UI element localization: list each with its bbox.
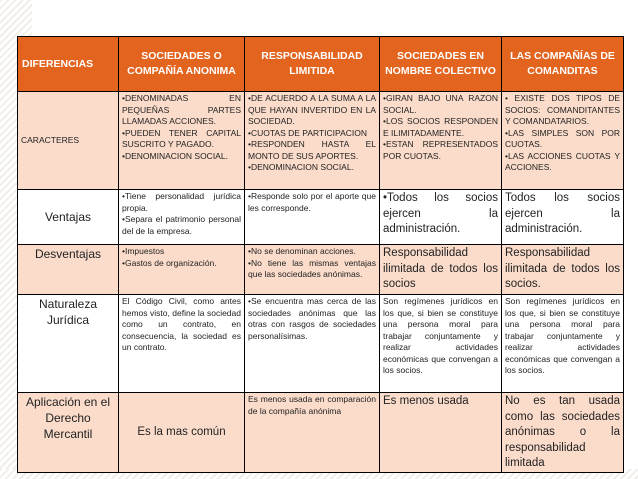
cell-line: • EXISTE DOS TIPOS DE SOCIOS: COMANDITANTES Y COMANDATARIOS. (505, 93, 620, 126)
cell-line: Responsabilidad ilimitada de todos los socios (383, 247, 498, 290)
header-responsabilidad-limitada: RESPONSABILIDAD LIMITIDA (245, 37, 380, 92)
cell-line: •No tiene las mismas ventajas que las sociedades anónimas. (248, 257, 376, 279)
table-cell (380, 295, 502, 393)
table-row-ventajas (18, 190, 624, 245)
cell-line: No es tan usada como las sociedades anónimas o la responsabilidad limitada (505, 395, 620, 469)
header-comanditas: LAS COMPAÑÍAS DE COMANDITAS (502, 37, 624, 92)
table-cell (119, 295, 245, 393)
cell-line: Es la mas común (137, 425, 226, 438)
cell-line: •LOS SOCIOS RESPONDEN E ILIMITADAMENTE. (383, 116, 498, 138)
cell-line: •Gastos de organización. (122, 257, 217, 268)
cell-line: •Impuestos (122, 246, 165, 256)
row-label: CARACTERES (18, 92, 119, 190)
header-diferencias: DIFERENCIAS (18, 37, 119, 92)
cell-line: Todos los socios ejercen la administración. (505, 192, 620, 235)
table-cell (245, 295, 380, 393)
table-cell (502, 393, 624, 473)
header-nombre-colectivo: SOCIEDADES EN NOMBRE COLECTIVO (380, 37, 502, 92)
comparison-table (17, 36, 624, 473)
row-label: Aplicación en el Derecho Mercantil (18, 393, 119, 473)
table-cell (502, 295, 624, 393)
cell-line: •LAS ACCIONES CUOTAS Y ACCIONES. (505, 150, 620, 172)
row-label: Ventajas (18, 190, 119, 245)
table-cell (119, 245, 245, 295)
row-label: Desventajas (18, 245, 119, 295)
cell-line: •ESTAN REPRESENTADOS POR CUOTAS. (383, 139, 498, 161)
table-cell (380, 393, 502, 473)
table-header-row (18, 37, 624, 92)
table-row-caracteres (18, 92, 624, 190)
cell-line: •GIRAN BAJO UNA RAZON SOCIAL. (383, 93, 498, 115)
cell-line: •No se denominan acciones. (248, 246, 356, 256)
table-cell (502, 245, 624, 295)
table-cell (502, 92, 624, 190)
table-cell (119, 92, 245, 190)
table-row-naturaleza-juridica (18, 295, 624, 393)
cell-line: •Separa el patrimonio personal del de la empresa. (122, 214, 241, 236)
cell-line: •Se encuentra mas cerca de las sociedades anónimas que las otras con rasgos de sociedades personalísimas. (248, 296, 376, 341)
cell-line: •DENOMINACION SOCIAL. (248, 162, 354, 172)
header-sociedad-anonima: SOCIEDADES O COMPAÑÍA ANONIMA (119, 37, 245, 92)
cell-line: Es menos usada en comparación de la compañía anónima (248, 394, 376, 416)
table-cell (380, 245, 502, 295)
cell-line: •Tiene personalidad jurídica propia. (122, 191, 241, 213)
cell-line: •DENOMINADAS EN PEQUEÑAS PARTES LLAMADAS ACCIONES. (122, 93, 241, 126)
cell-line: Responsabilidad ilimitada de todos los socios. (505, 247, 620, 290)
cell-line: •DENOMINACION SOCIAL. (122, 150, 228, 161)
cell-line: Son regímenes jurídicos en los que, si bien se constituye una persona moral para trabajar conjuntamente y realizar actividades económicas que convengan a los socios. (383, 296, 498, 375)
cell-line: •CUOTAS DE PARTICIPACION (248, 127, 367, 138)
table-cell (245, 92, 380, 190)
table-cell (245, 245, 380, 295)
table-cell (119, 190, 245, 245)
table-cell (502, 190, 624, 245)
cell-line: •RESPONDEN HASTA EL MONTO DE SUS APORTES. (248, 139, 376, 161)
cell-line: •LAS SIMPLES SON POR CUOTAS. (505, 127, 620, 149)
cell-line: •Todos los socios ejercen la administración. (383, 192, 498, 235)
cell-line: El Código Civil, como antes hemos visto, define la sociedad como un contrato, en consecuencia, la sociedad es un contrato. (122, 296, 241, 352)
cell-line: Son regímenes jurídicos en los que, si bien se constituye una persona moral para trabajar conjuntamente y realizar actividades económicas que convengan a los socios. (505, 296, 620, 375)
cell-line: •DE ACUERDO A LA SUMA A LA QUE HAYAN INVERTIDO EN LA SOCIEDAD. (248, 93, 376, 126)
table-cell (245, 190, 380, 245)
table-cell (245, 393, 380, 473)
table-row-aplicacion (18, 393, 624, 473)
row-label: Naturaleza Jurídica (18, 295, 119, 393)
table-cell (380, 92, 502, 190)
table-cell (119, 393, 245, 473)
table-cell (380, 190, 502, 245)
cell-line: Es menos usada (383, 395, 469, 407)
cell-line: •PUEDEN TENER CAPITAL SUSCRITO Y PAGADO. (122, 127, 241, 149)
cell-line: •Responde solo por el aporte que les corresponde. (248, 191, 376, 213)
table-row-desventajas (18, 245, 624, 295)
